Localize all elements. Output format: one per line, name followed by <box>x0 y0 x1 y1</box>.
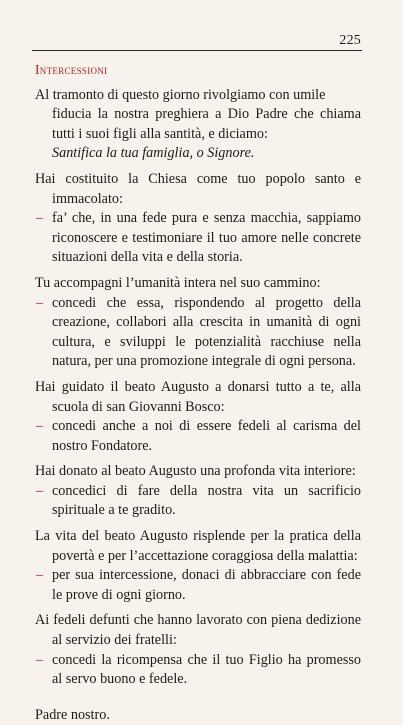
petition-response <box>35 566 361 605</box>
dash-marker: – <box>36 482 44 499</box>
intro-response: Santifica la tua famiglia, o Signore. <box>52 145 255 162</box>
petition-response-text: concedi anche a noi di essere fedeli al carisma del nostro Fondatore. <box>52 418 361 454</box>
page-number: 225 <box>339 33 361 48</box>
petition-3 <box>35 378 361 456</box>
intro-continuation: fiducia la nostra preghiera a Dio Padre che chiama tutti i suoi figli alla santità, e diciamo: <box>52 106 361 142</box>
petition-response-text: concedi che essa, rispondendo al progetto della creazione, collabori alla crescita in umanità di ogni cultura, e sviluppi le potenzialità racchiuse nella natura, per una promozione integrale di ogni persona. <box>52 294 361 370</box>
petition-4 <box>35 462 361 521</box>
petition-5 <box>35 527 361 605</box>
petition-response <box>35 209 361 268</box>
header-rule <box>32 50 362 51</box>
closing-line: Padre nostro. <box>35 706 110 723</box>
dash-marker: – <box>36 651 44 668</box>
page-body <box>35 60 361 725</box>
petition-response <box>35 651 361 690</box>
petition-response <box>35 417 361 456</box>
petition-response <box>35 482 361 521</box>
intro-paragraph <box>35 86 361 164</box>
section-title: Intercessioni <box>35 62 108 77</box>
intro-first-line: Al tramonto di questo giorno rivolgiamo con umile <box>35 86 326 103</box>
petition-response-text: concedi la ricompensa che il tuo Figlio ha promesso al servo buono e fedele. <box>52 651 361 688</box>
petition-statement: Hai guidato il beato Augusto a donarsi tutto a te, alla scuola di san Giovanni Bosco: <box>35 378 361 415</box>
petition-statement: Tu accompagni l’umanità intera nel suo cammino: <box>35 274 321 291</box>
petition-statement: Ai fedeli defunti che hanno lavorato con piena dedizione al servizio dei fratelli: <box>35 612 361 649</box>
petition-2 <box>35 274 361 372</box>
petition-statement: La vita del beato Augusto risplende per la pratica della povertà e per l’accettazione coraggiosa della malattia: <box>35 528 361 564</box>
petition-statement: Hai donato al beato Augusto una profonda vita interiore: <box>35 463 356 480</box>
petition-response <box>35 294 361 372</box>
dash-marker: – <box>36 567 44 584</box>
dash-marker: – <box>36 210 44 227</box>
dash-marker: – <box>36 294 44 311</box>
dash-marker: – <box>36 418 44 435</box>
petition-response-text: concedici di fare della nostra vita un sacrificio spirituale a te gradito. <box>52 482 361 519</box>
petition-statement: Hai costituito la Chiesa come tuo popolo santo e immacolato: <box>35 170 361 207</box>
petition-response-text: fa’ che, in una fede pura e senza macchia, sappiamo riconoscere e testimoniare il tuo amore nelle concrete situazioni della vita e della storia. <box>52 210 361 266</box>
petition-1 <box>35 170 361 268</box>
petition-response-text: per sua intercessione, donaci di abbracciare con fede le prove di ogni giorno. <box>52 567 361 603</box>
petition-6 <box>35 611 361 689</box>
